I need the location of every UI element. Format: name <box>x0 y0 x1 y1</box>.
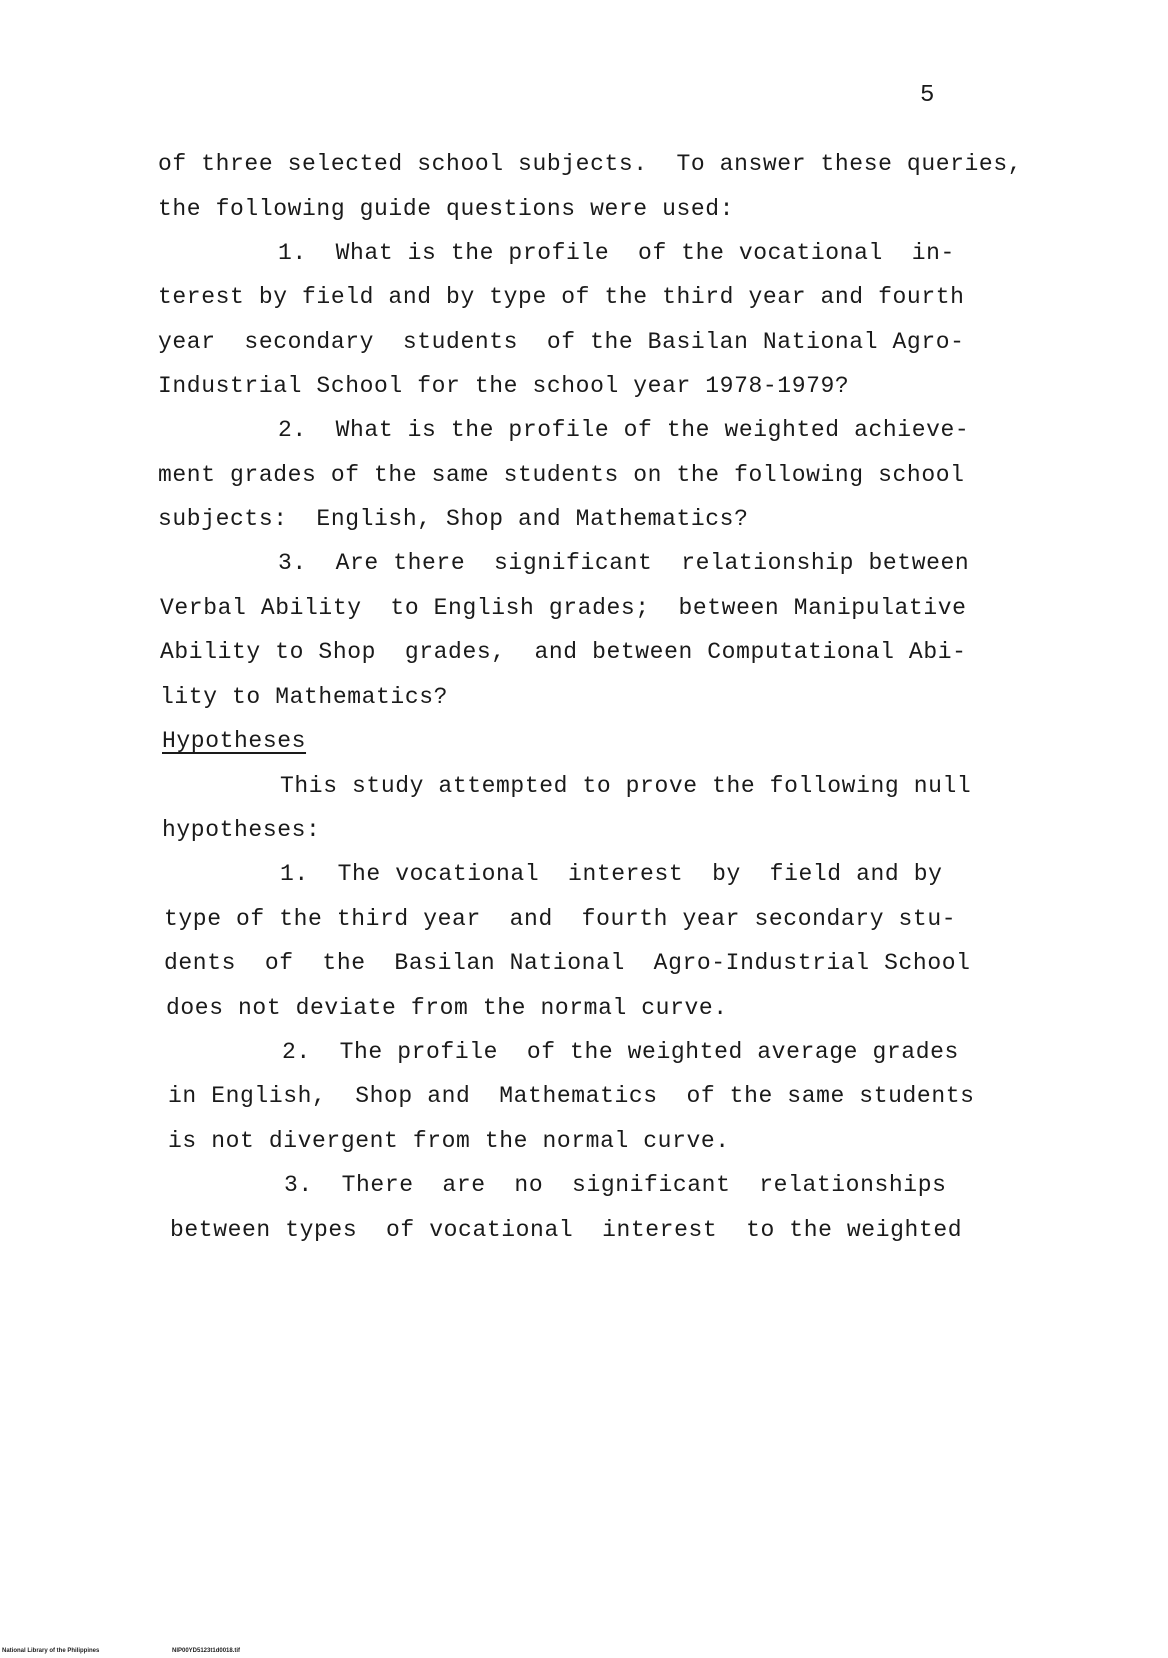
text-line: hypotheses: <box>162 817 321 843</box>
text-line: 3. Are there significant relationship between <box>278 550 970 576</box>
text-line: dents of the Basilan National Agro-Industrial School <box>164 950 971 976</box>
text-line: year secondary students of the Basilan National Agro- <box>158 329 965 355</box>
footer-file-name: NIP00YD5123t1d0018.tif <box>172 1648 241 1654</box>
text-line: lity to Mathematics? <box>160 684 449 710</box>
section-heading: Hypotheses <box>162 728 307 754</box>
text-line: ment grades of the same students on the following school <box>158 462 965 488</box>
page-number: 5 <box>920 82 935 109</box>
text-line: 1. The vocational interest by field and by <box>280 861 943 887</box>
footer-library-name: National Library of the Philippines <box>2 1648 100 1654</box>
text-line: 2. What is the profile of the weighted achieve- <box>278 417 970 443</box>
text-line: terest by field and by type of the third year and fourth <box>158 284 965 310</box>
text-line: 1. What is the profile of the vocational in- <box>278 240 955 266</box>
text-line: subjects: English, Shop and Mathematics? <box>158 506 749 532</box>
text-line: does not deviate from the normal curve. <box>166 995 728 1021</box>
text-line: between types of vocational interest to the weighted <box>170 1217 963 1243</box>
text-line: 2. The profile of the weighted average grades <box>282 1039 959 1065</box>
text-line: in English, Shop and Mathematics of the same students <box>168 1083 975 1109</box>
text-line: This study attempted to prove the following null <box>280 773 972 799</box>
text-line: the following guide questions were used: <box>158 196 735 222</box>
text-line: of three selected school subjects. To answer these queries, <box>158 151 1023 177</box>
text-line: Ability to Shop grades, and between Computational Abi- <box>160 639 967 665</box>
text-line: 3. There are no significant relationships <box>284 1172 947 1198</box>
text-line: Industrial School for the school year 1978-1979? <box>158 373 850 399</box>
text-line: type of the third year and fourth year secondary stu- <box>164 906 957 932</box>
text-line: is not divergent from the normal curve. <box>168 1128 730 1154</box>
text-line: Verbal Ability to English grades; between Manipulative <box>160 595 967 621</box>
